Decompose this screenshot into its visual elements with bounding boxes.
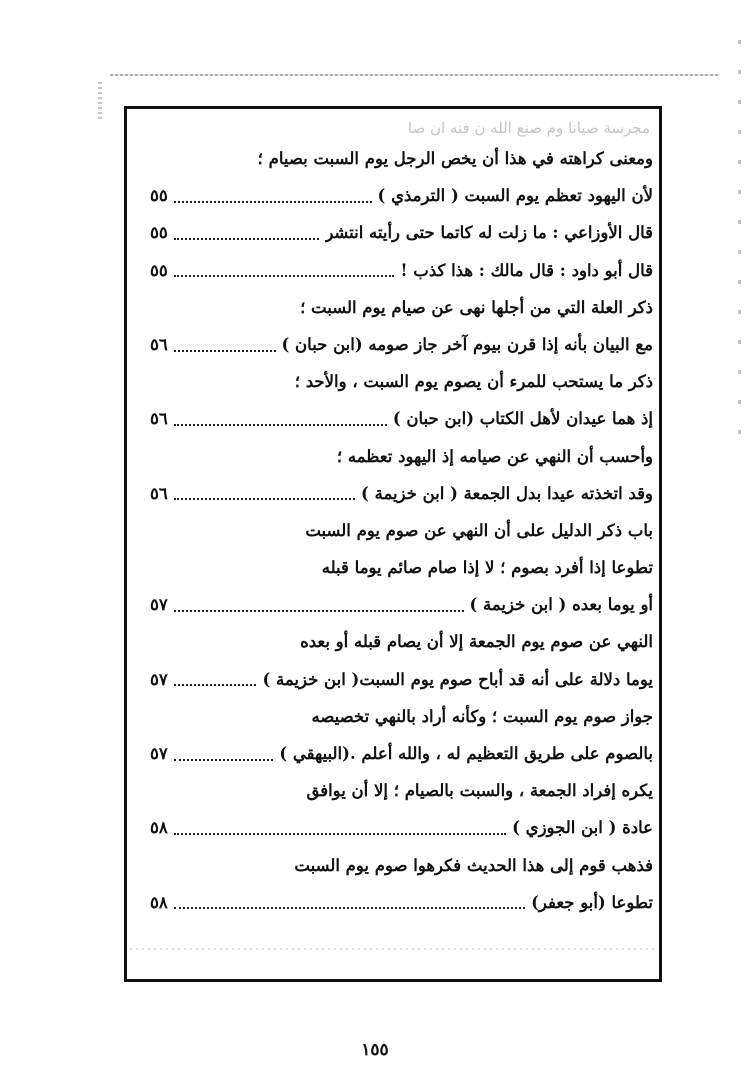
index-line: [148, 586, 653, 623]
index-line: [148, 698, 653, 735]
dot-leader: [174, 350, 276, 352]
index-line: [148, 623, 653, 660]
dot-leader: [174, 201, 372, 203]
entry-text: بالصوم على طريق التعظيم له ، والله أعلم .(البيهقي ): [279, 744, 653, 763]
entry-text: إذ هما عيدان لأهل الكتاب (ابن حبان ): [392, 409, 653, 429]
entry-text: فذهب قوم إلى هذا الحديث فكرهوا صوم يوم السبت: [294, 855, 653, 875]
index-line: [148, 735, 653, 772]
index-line: [148, 847, 653, 884]
entry-page-number: ٥٨: [150, 892, 168, 912]
entry-text: وأحسب أن النهي عن صيامه إذ اليهود تعظمه ؛: [336, 446, 653, 466]
index-line: [148, 326, 653, 363]
dot-leader: [174, 498, 355, 500]
entry-text: النهي عن صوم يوم الجمعة إلا أن يصام قبله أو بعده: [300, 632, 653, 652]
dot-leader: [174, 833, 506, 835]
entry-text: ذكر ما يستحب للمرء أن يصوم يوم السبت ، والأحد ؛: [294, 372, 653, 392]
page-number: ١٥٥: [361, 1040, 389, 1060]
index-line: [148, 438, 653, 475]
scan-left-mark: [98, 82, 102, 122]
index-line: [148, 661, 653, 698]
entry-text: يوما دلالة على أنه قد أباح صوم يوم السبت( ابن خزيمة ): [262, 669, 653, 689]
entry-text: تطوعا (أبو جعفر): [531, 892, 653, 912]
dot-leader: [174, 275, 395, 277]
index-line: [148, 289, 653, 326]
dot-leader: [174, 424, 387, 426]
index-line: [148, 214, 653, 251]
entry-text: قال أبو داود : قال مالك : هذا كذب !: [400, 260, 653, 280]
entry-text: مع البيان بأنه إذا قرن بيوم آخر جاز صومه (ابن حبان ): [281, 334, 653, 354]
scan-top-line: [110, 74, 720, 76]
index-line: [148, 549, 653, 586]
index-line: [148, 363, 653, 400]
faded-header-text: مجرسة صيانا وم صنع الله ن فنه ان صا: [407, 119, 650, 137]
dot-leader: [174, 610, 464, 612]
entry-text: لأن اليهود تعظم يوم السبت ( الترمذي ): [377, 186, 653, 206]
scan-right-edge: [738, 40, 741, 460]
index-line: [148, 177, 653, 214]
entry-page-number: ٥٦: [150, 334, 168, 354]
entry-page-number: ٥٧: [150, 744, 168, 763]
entry-text: أو يوما بعده ( ابن خزيمة ): [469, 595, 653, 615]
entry-page-number: ٥٥: [150, 260, 168, 280]
index-line: [148, 772, 653, 809]
entry-text: يكره إفراد الجمعة ، والسبت بالصيام ؛ إلا أن يوافق: [306, 781, 653, 801]
entry-text: ومعنى كراهته في هذا أن يخص الرجل يوم السبت بصيام ؛: [257, 149, 653, 168]
entry-text: جواز صوم يوم السبت ؛ وكأنه أراد بالنهي تخصيصه: [311, 706, 653, 726]
dot-leader: [174, 907, 525, 909]
index-line: [148, 252, 653, 289]
dot-leader: [174, 684, 257, 686]
entry-text: وقد اتخذته عيدا بدل الجمعة ( ابن خزيمة ): [361, 483, 653, 503]
entry-text: قال الأوزاعي : ما زلت له كاتما حتى رأيته انتشر: [325, 223, 653, 243]
dot-leader: [174, 238, 320, 240]
entry-page-number: ٥٨: [150, 818, 168, 838]
entry-page-number: ٥٦: [150, 409, 168, 429]
index-line: [148, 884, 653, 921]
entry-page-number: ٥٥: [150, 223, 168, 243]
index-line: [148, 400, 653, 437]
dot-leader: [174, 759, 274, 761]
entry-text: ذكر العلة التي من أجلها نهى عن صيام يوم السبت ؛: [300, 297, 653, 317]
entry-page-number: ٥٧: [150, 669, 168, 689]
index-line: [148, 809, 653, 846]
entry-text: باب ذكر الدليل على أن النهي عن صوم يوم السبت: [305, 520, 653, 540]
entry-text: عادة ( ابن الجوزي ): [512, 818, 653, 838]
index-line: [148, 512, 653, 549]
index-line: [148, 140, 653, 177]
scan-bottom-line: [130, 948, 656, 950]
entry-page-number: ٥٦: [150, 483, 168, 503]
entry-page-number: ٥٧: [150, 595, 168, 615]
index-entries: [148, 140, 653, 921]
entry-page-number: ٥٥: [150, 186, 168, 206]
entry-text: تطوعا إذا أفرد بصوم ؛ لا إذا صام صائم يوما قبله: [321, 558, 653, 578]
index-line: [148, 475, 653, 512]
